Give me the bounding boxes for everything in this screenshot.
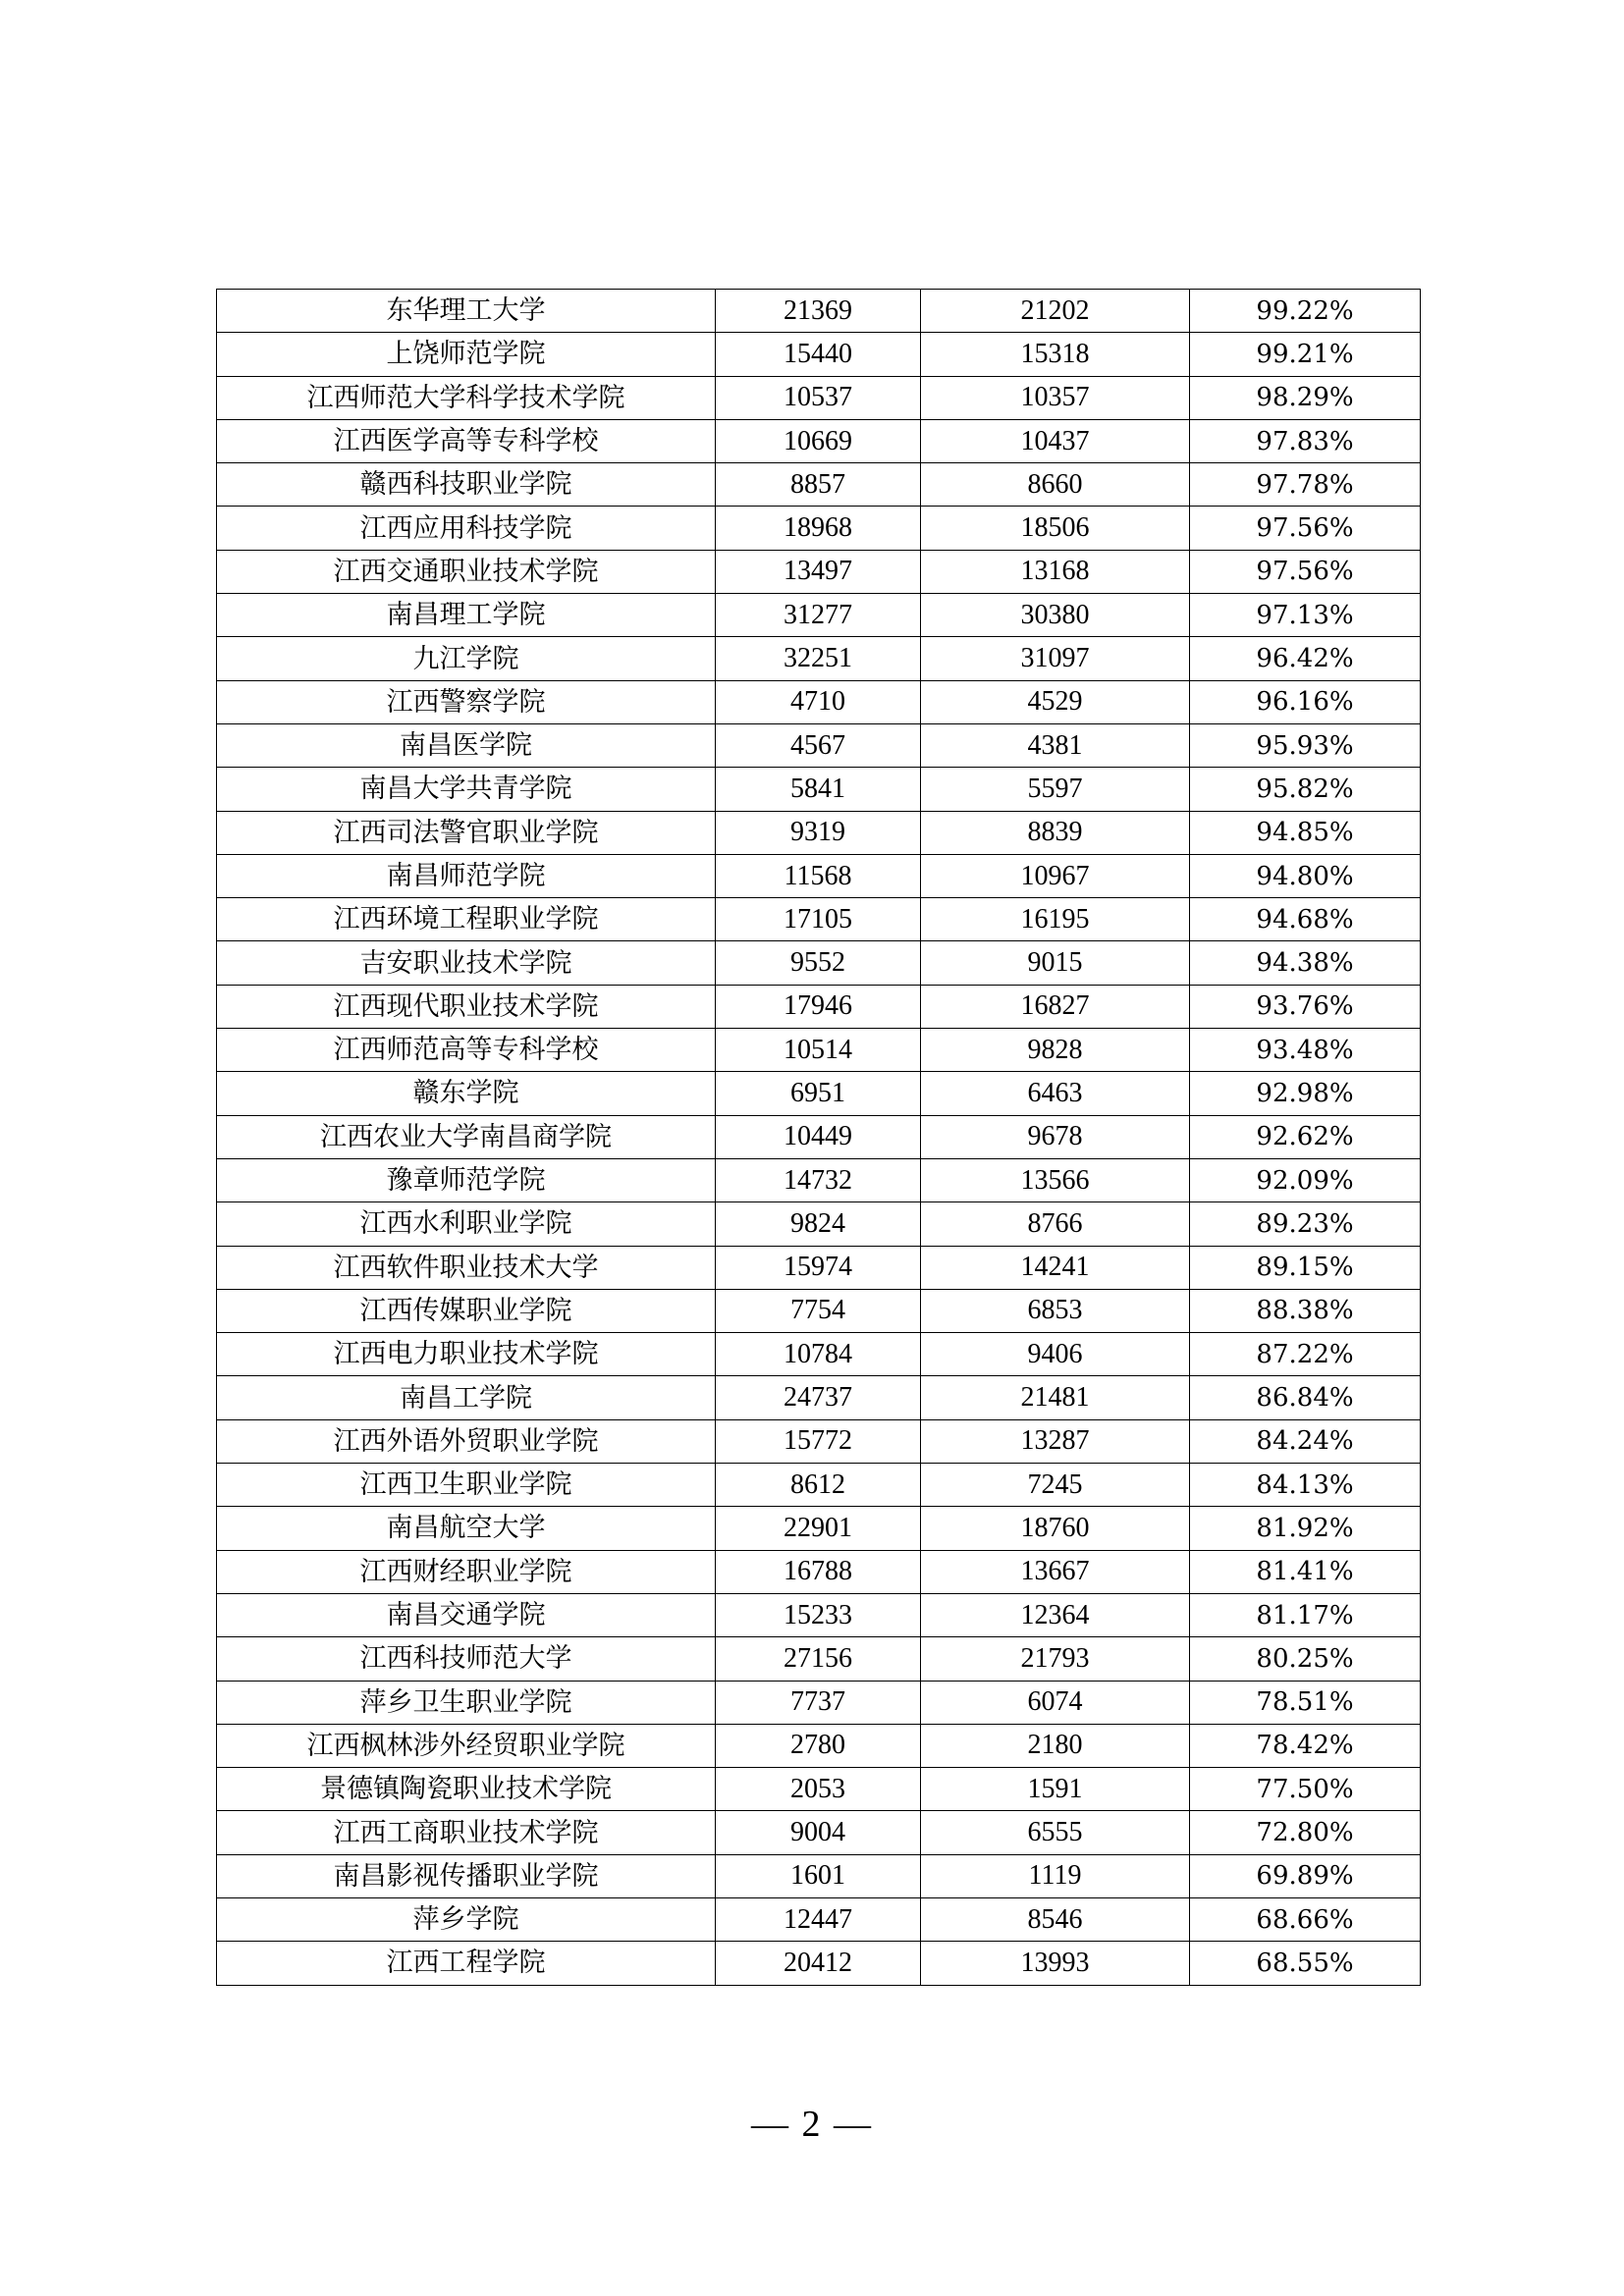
rate-cell: 80.25% (1190, 1637, 1421, 1681)
table-row (217, 1681, 1421, 1724)
count-a-cell: 15974 (716, 1246, 921, 1289)
rate-cell: 97.78% (1190, 463, 1421, 507)
count-a-cell: 10537 (716, 376, 921, 419)
institution-name-cell: 江西工商职业技术学院 (217, 1811, 716, 1854)
rate-cell: 95.82% (1190, 768, 1421, 811)
count-a-cell: 6951 (716, 1072, 921, 1115)
rate-cell: 81.17% (1190, 1593, 1421, 1636)
institution-name-cell: 赣东学院 (217, 1072, 716, 1115)
count-b-cell: 10437 (921, 419, 1190, 462)
institution-name-cell: 南昌工学院 (217, 1376, 716, 1419)
rate-cell: 86.84% (1190, 1376, 1421, 1419)
count-b-cell: 13566 (921, 1158, 1190, 1201)
data-table (216, 289, 1421, 1986)
count-b-cell: 8839 (921, 811, 1190, 854)
count-b-cell: 7245 (921, 1464, 1190, 1507)
institution-name-cell: 江西医学高等专科学校 (217, 419, 716, 462)
table-row (217, 1942, 1421, 1985)
institution-name-cell: 江西水利职业学院 (217, 1202, 716, 1246)
count-b-cell: 16827 (921, 985, 1190, 1028)
page-number: — 2 — (751, 2104, 873, 2145)
rate-cell: 88.38% (1190, 1289, 1421, 1332)
table-row (217, 723, 1421, 767)
table-row (217, 550, 1421, 593)
institution-name-cell: 东华理工大学 (217, 290, 716, 333)
count-b-cell: 12364 (921, 1593, 1190, 1636)
table-row (217, 333, 1421, 376)
table-body (217, 290, 1421, 1986)
count-a-cell: 24737 (716, 1376, 921, 1419)
table-row (217, 941, 1421, 985)
table-row (217, 1507, 1421, 1550)
count-a-cell: 5841 (716, 768, 921, 811)
count-b-cell: 1119 (921, 1854, 1190, 1897)
table-row (217, 1637, 1421, 1681)
rate-cell: 68.66% (1190, 1897, 1421, 1941)
count-b-cell: 6555 (921, 1811, 1190, 1854)
count-b-cell: 31097 (921, 637, 1190, 680)
rate-cell: 77.50% (1190, 1768, 1421, 1811)
count-a-cell: 21369 (716, 290, 921, 333)
institution-name-cell: 江西师范高等专科学校 (217, 1029, 716, 1072)
count-b-cell: 10357 (921, 376, 1190, 419)
table-row (217, 1593, 1421, 1636)
table-row (217, 1072, 1421, 1115)
count-b-cell: 13667 (921, 1550, 1190, 1593)
rate-cell: 96.16% (1190, 680, 1421, 723)
count-a-cell: 10514 (716, 1029, 921, 1072)
count-a-cell: 9552 (716, 941, 921, 985)
count-a-cell: 11568 (716, 854, 921, 897)
rate-cell: 78.51% (1190, 1681, 1421, 1724)
institution-name-cell: 江西现代职业技术学院 (217, 985, 716, 1028)
institution-name-cell: 江西交通职业技术学院 (217, 550, 716, 593)
table-row (217, 1419, 1421, 1463)
rate-cell: 89.23% (1190, 1202, 1421, 1246)
institution-name-cell: 江西农业大学南昌商学院 (217, 1115, 716, 1158)
count-a-cell: 7737 (716, 1681, 921, 1724)
table-row (217, 1854, 1421, 1897)
rate-cell: 97.13% (1190, 594, 1421, 637)
count-a-cell: 2780 (716, 1724, 921, 1767)
institution-name-cell: 南昌大学共青学院 (217, 768, 716, 811)
rate-cell: 81.92% (1190, 1507, 1421, 1550)
institution-name-cell: 江西司法警官职业学院 (217, 811, 716, 854)
count-b-cell: 9678 (921, 1115, 1190, 1158)
count-a-cell: 2053 (716, 1768, 921, 1811)
institution-name-cell: 江西工程学院 (217, 1942, 716, 1985)
rate-cell: 93.48% (1190, 1029, 1421, 1072)
count-b-cell: 30380 (921, 594, 1190, 637)
institution-name-cell: 萍乡学院 (217, 1897, 716, 1941)
count-a-cell: 15440 (716, 333, 921, 376)
table-row (217, 594, 1421, 637)
count-a-cell: 7754 (716, 1289, 921, 1332)
count-a-cell: 22901 (716, 1507, 921, 1550)
count-a-cell: 13497 (716, 550, 921, 593)
rate-cell: 98.29% (1190, 376, 1421, 419)
count-b-cell: 13287 (921, 1419, 1190, 1463)
table-row (217, 985, 1421, 1028)
count-b-cell: 21202 (921, 290, 1190, 333)
rate-cell: 94.85% (1190, 811, 1421, 854)
count-a-cell: 8612 (716, 1464, 921, 1507)
count-a-cell: 4567 (716, 723, 921, 767)
rate-cell: 96.42% (1190, 637, 1421, 680)
rate-cell: 89.15% (1190, 1246, 1421, 1289)
count-b-cell: 16195 (921, 898, 1190, 941)
rate-cell: 94.80% (1190, 854, 1421, 897)
count-a-cell: 17105 (716, 898, 921, 941)
institution-name-cell: 豫章师范学院 (217, 1158, 716, 1201)
institution-name-cell: 江西应用科技学院 (217, 507, 716, 550)
count-a-cell: 15233 (716, 1593, 921, 1636)
table-row (217, 290, 1421, 333)
count-b-cell: 9015 (921, 941, 1190, 985)
institution-name-cell: 南昌航空大学 (217, 1507, 716, 1550)
institution-name-cell: 江西财经职业学院 (217, 1550, 716, 1593)
institution-name-cell: 南昌影视传播职业学院 (217, 1854, 716, 1897)
count-b-cell: 21481 (921, 1376, 1190, 1419)
count-a-cell: 8857 (716, 463, 921, 507)
count-a-cell: 9319 (716, 811, 921, 854)
table-row (217, 1897, 1421, 1941)
institution-name-cell: 景德镇陶瓷职业技术学院 (217, 1768, 716, 1811)
count-a-cell: 20412 (716, 1942, 921, 1985)
rate-cell: 97.56% (1190, 550, 1421, 593)
rate-cell: 93.76% (1190, 985, 1421, 1028)
institution-name-cell: 江西警察学院 (217, 680, 716, 723)
count-a-cell: 4710 (716, 680, 921, 723)
count-a-cell: 10784 (716, 1333, 921, 1376)
table-row (217, 1811, 1421, 1854)
rate-cell: 72.80% (1190, 1811, 1421, 1854)
count-b-cell: 1591 (921, 1768, 1190, 1811)
table-row (217, 811, 1421, 854)
count-a-cell: 27156 (716, 1637, 921, 1681)
institution-name-cell: 南昌医学院 (217, 723, 716, 767)
count-b-cell: 4381 (921, 723, 1190, 767)
table-row (217, 637, 1421, 680)
count-a-cell: 10449 (716, 1115, 921, 1158)
table-row (217, 463, 1421, 507)
rate-cell: 92.98% (1190, 1072, 1421, 1115)
rate-cell: 97.56% (1190, 507, 1421, 550)
table-row (217, 1724, 1421, 1767)
institution-name-cell: 江西电力职业技术学院 (217, 1333, 716, 1376)
institution-name-cell: 江西外语外贸职业学院 (217, 1419, 716, 1463)
count-b-cell: 2180 (921, 1724, 1190, 1767)
institution-name-cell: 江西师范大学科学技术学院 (217, 376, 716, 419)
table-row (217, 1246, 1421, 1289)
count-b-cell: 10967 (921, 854, 1190, 897)
rate-cell: 69.89% (1190, 1854, 1421, 1897)
count-b-cell: 14241 (921, 1246, 1190, 1289)
rate-cell: 78.42% (1190, 1724, 1421, 1767)
count-a-cell: 18968 (716, 507, 921, 550)
rate-cell: 84.13% (1190, 1464, 1421, 1507)
table-row (217, 898, 1421, 941)
table-row (217, 1115, 1421, 1158)
count-a-cell: 31277 (716, 594, 921, 637)
rate-cell: 97.83% (1190, 419, 1421, 462)
rate-cell: 84.24% (1190, 1419, 1421, 1463)
count-a-cell: 16788 (716, 1550, 921, 1593)
table-row (217, 1768, 1421, 1811)
rate-cell: 92.62% (1190, 1115, 1421, 1158)
count-b-cell: 8766 (921, 1202, 1190, 1246)
institution-name-cell: 南昌交通学院 (217, 1593, 716, 1636)
rate-cell: 92.09% (1190, 1158, 1421, 1201)
institution-name-cell: 赣西科技职业学院 (217, 463, 716, 507)
table-row (217, 419, 1421, 462)
institution-name-cell: 江西卫生职业学院 (217, 1464, 716, 1507)
table-row (217, 1464, 1421, 1507)
table-row (217, 768, 1421, 811)
rate-cell: 68.55% (1190, 1942, 1421, 1985)
table-row (217, 680, 1421, 723)
count-b-cell: 18760 (921, 1507, 1190, 1550)
table-row (217, 1550, 1421, 1593)
institution-name-cell: 萍乡卫生职业学院 (217, 1681, 716, 1724)
count-a-cell: 1601 (716, 1854, 921, 1897)
table-row (217, 1202, 1421, 1246)
count-a-cell: 9004 (716, 1811, 921, 1854)
count-b-cell: 6074 (921, 1681, 1190, 1724)
institution-name-cell: 吉安职业技术学院 (217, 941, 716, 985)
count-b-cell: 8660 (921, 463, 1190, 507)
count-b-cell: 15318 (921, 333, 1190, 376)
count-b-cell: 9828 (921, 1029, 1190, 1072)
institution-name-cell: 上饶师范学院 (217, 333, 716, 376)
table-row (217, 1333, 1421, 1376)
count-b-cell: 6463 (921, 1072, 1190, 1115)
institution-name-cell: 江西软件职业技术大学 (217, 1246, 716, 1289)
count-b-cell: 9406 (921, 1333, 1190, 1376)
count-a-cell: 9824 (716, 1202, 921, 1246)
table-row (217, 1289, 1421, 1332)
count-b-cell: 21793 (921, 1637, 1190, 1681)
table-row (217, 507, 1421, 550)
count-b-cell: 13168 (921, 550, 1190, 593)
count-a-cell: 17946 (716, 985, 921, 1028)
institution-name-cell: 南昌理工学院 (217, 594, 716, 637)
rate-cell: 81.41% (1190, 1550, 1421, 1593)
count-b-cell: 8546 (921, 1897, 1190, 1941)
count-b-cell: 18506 (921, 507, 1190, 550)
count-a-cell: 15772 (716, 1419, 921, 1463)
table-row (217, 1376, 1421, 1419)
institution-name-cell: 九江学院 (217, 637, 716, 680)
rate-cell: 99.22% (1190, 290, 1421, 333)
count-a-cell: 12447 (716, 1897, 921, 1941)
count-a-cell: 32251 (716, 637, 921, 680)
institution-name-cell: 南昌师范学院 (217, 854, 716, 897)
rate-cell: 94.68% (1190, 898, 1421, 941)
count-b-cell: 4529 (921, 680, 1190, 723)
institution-name-cell: 江西枫林涉外经贸职业学院 (217, 1724, 716, 1767)
table-row (217, 854, 1421, 897)
institution-name-cell: 江西环境工程职业学院 (217, 898, 716, 941)
table-row (217, 376, 1421, 419)
rate-cell: 95.93% (1190, 723, 1421, 767)
rate-cell: 99.21% (1190, 333, 1421, 376)
count-a-cell: 10669 (716, 419, 921, 462)
count-a-cell: 14732 (716, 1158, 921, 1201)
rate-cell: 87.22% (1190, 1333, 1421, 1376)
table-row (217, 1158, 1421, 1201)
rate-cell: 94.38% (1190, 941, 1421, 985)
table-row (217, 1029, 1421, 1072)
count-b-cell: 6853 (921, 1289, 1190, 1332)
count-b-cell: 13993 (921, 1942, 1190, 1985)
institution-name-cell: 江西科技师范大学 (217, 1637, 716, 1681)
count-b-cell: 5597 (921, 768, 1190, 811)
institution-name-cell: 江西传媒职业学院 (217, 1289, 716, 1332)
